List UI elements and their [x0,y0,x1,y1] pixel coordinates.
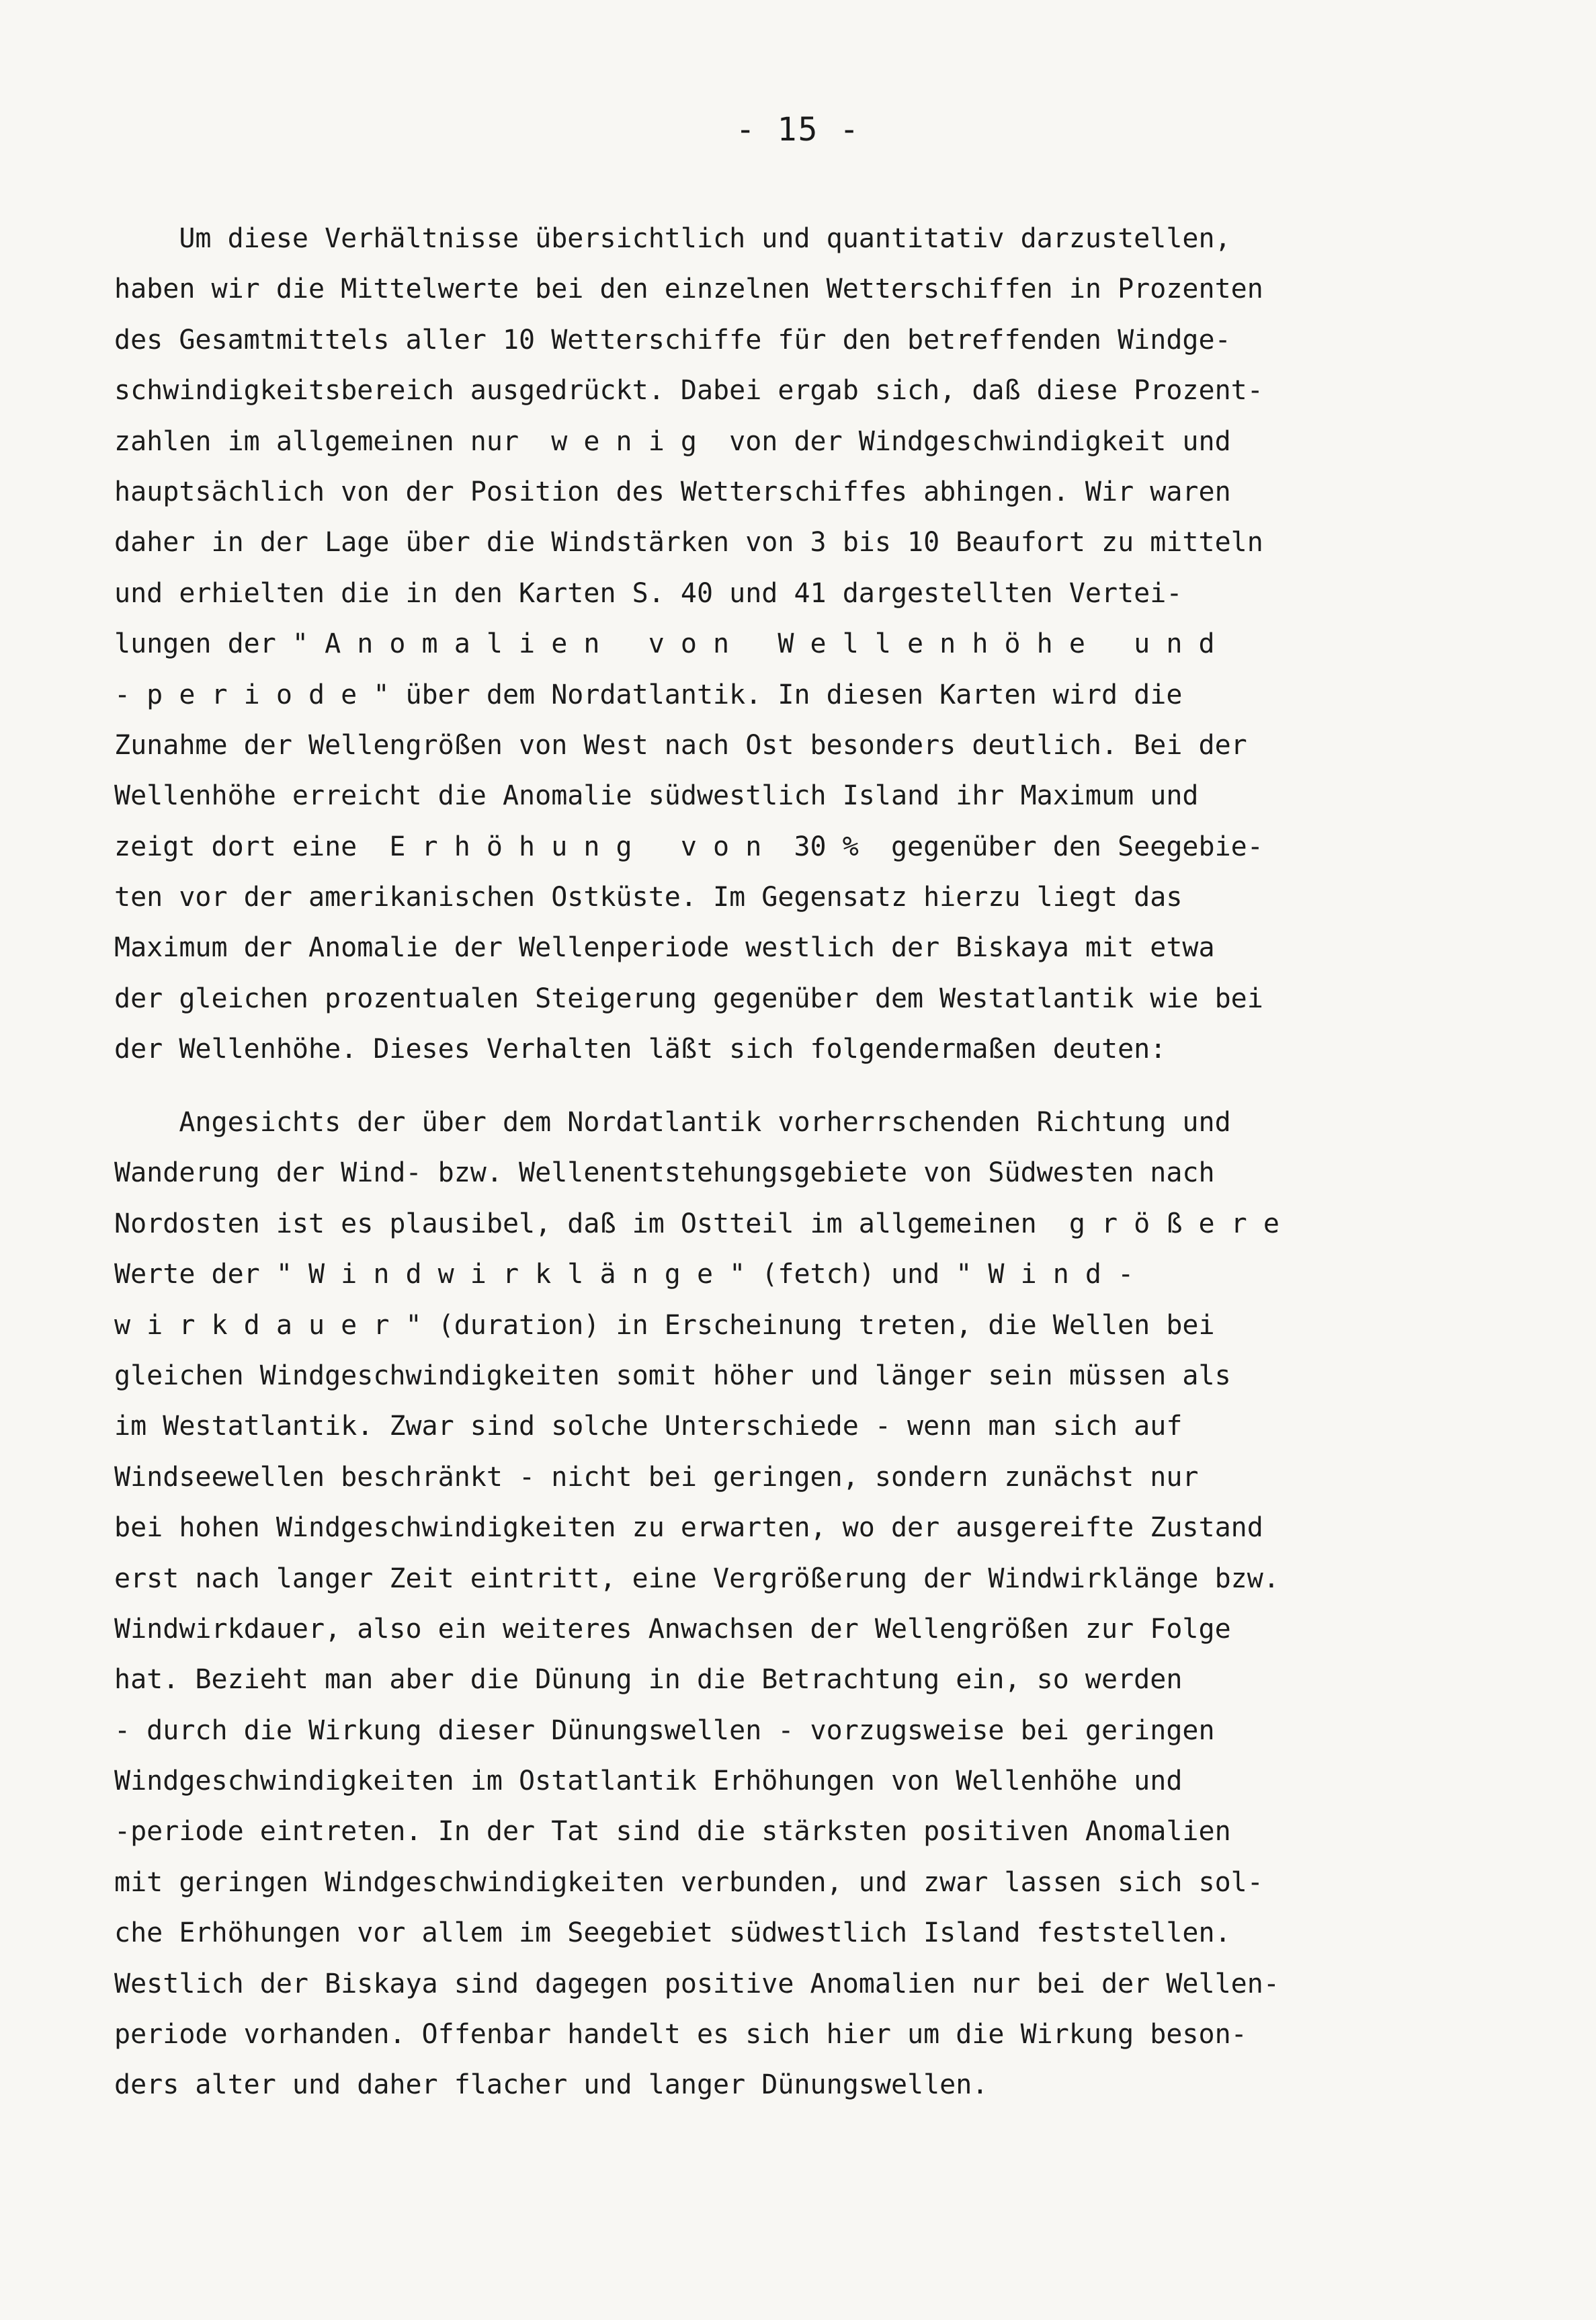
text-line: -periode eintreten. In der Tat sind die stärksten positiven Anomalien [114,1816,1231,1848]
text-line: der Wellenhöhe. Dieses Verhalten läßt sich folgendermaßen deuten: [114,1034,1167,1065]
text-line: daher in der Lage über die Windstärken von 3 bis 10 Beaufort zu mitteln [114,527,1263,558]
text-line: Windgeschwindigkeiten im Ostatlantik Erhöhungen von Wellenhöhe und [114,1766,1183,1797]
text-line: che Erhöhungen vor allem im Seegebiet südwestlich Island feststellen. [114,1917,1231,1949]
text-line: des Gesamtmittels aller 10 Wetterschiffe für den betreffenden Windge- [114,324,1231,356]
text-line: Angesichts der über dem Nordatlantik vorherrschenden Richtung und [114,1107,1231,1138]
text-line: w i r k d a u e r " (duration) in Erscheinung treten, die Wellen bei [114,1309,1215,1341]
text-line: hauptsächlich von der Position des Wetterschiffes abhingen. Wir waren [114,476,1231,507]
text-line: schwindigkeitsbereich ausgedrückt. Dabei ergab sich, daß diese Prozent- [114,375,1263,407]
text-line: Nordosten ist es plausibel, daß im Ostteil im allgemeinen g r ö ß e r e [114,1208,1279,1239]
text-line: ders alter und daher flacher und langer Dünungswellen. [114,2069,989,2101]
text-line: gleichen Windgeschwindigkeiten somit höher und länger sein müssen als [114,1360,1231,1391]
text-line: zahlen im allgemeinen nur w e n i g von der Windgeschwindigkeit und [114,425,1231,457]
text-line: Zunahme der Wellengrößen von West nach Ost besonders deutlich. Bei der [114,729,1247,761]
text-line: Windwirkdauer, also ein weiteres Anwachsen der Wellengrößen zur Folge [114,1613,1231,1645]
text-line: ten vor der amerikanischen Ostküste. Im Gegensatz hierzu liegt das [114,882,1183,913]
text-line: Werte der " W i n d w i r k l ä n g e " (fetch) und " W i n d - [114,1259,1134,1290]
text-line: Windseewellen beschränkt - nicht bei geringen, sondern zunächst nur [114,1461,1199,1493]
text-line: bei hohen Windgeschwindigkeiten zu erwarten, wo der ausgereifte Zustand [114,1512,1263,1544]
text-line: - durch die Wirkung dieser Dünungswellen - vorzugsweise bei geringen [114,1714,1215,1746]
text-line: mit geringen Windgeschwindigkeiten verbunden, und zwar lassen sich sol- [114,1866,1263,1898]
text-line: im Westatlantik. Zwar sind solche Unterschiede - wenn man sich auf [114,1411,1183,1442]
text-line: Um diese Verhältnisse übersichtlich und quantitativ darzustellen, [114,223,1231,254]
text-line: und erhielten die in den Karten S. 40 und 41 dargestellten Vertei- [114,577,1183,609]
text-line: Wanderung der Wind- bzw. Wellenentstehungsgebiete von Südwesten nach [114,1157,1215,1189]
text-line: der gleichen prozentualen Steigerung gegenüber dem Westatlantik wie bei [114,983,1263,1014]
text-line: zeigt dort eine E r h ö h u n g v o n 30 % gegenüber den Seegebie- [114,831,1263,862]
text-line: - p e r i o d e " über dem Nordatlantik. In diesen Karten wird die [114,679,1183,710]
text-line: erst nach langer Zeit eintritt, eine Vergrößerung der Windwirklänge bzw. [114,1563,1279,1594]
text-line: Maximum der Anomalie der Wellenperiode westlich der Biskaya mit etwa [114,932,1215,964]
text-line: lungen der " A n o m a l i e n v o n W e l l e n h ö h e u n d [114,628,1215,660]
paragraph-2 [114,1097,1485,2111]
text-line: haben wir die Mittelwerte bei den einzelnen Wetterschiffen in Prozenten [114,274,1263,305]
text-line: Wellenhöhe erreicht die Anomalie südwestlich Island ihr Maximum und [114,780,1199,812]
text-line: periode vorhanden. Offenbar handelt es sich hier um die Wirkung beson- [114,2019,1247,2050]
paragraph-1 [114,214,1485,1075]
text-line: hat. Bezieht man aber die Dünung in die Betrachtung ein, so werden [114,1664,1183,1696]
text-line: Westlich der Biskaya sind dagegen positive Anomalien nur bei der Wellen- [114,1968,1279,1999]
page-number: - 15 - [735,111,861,149]
